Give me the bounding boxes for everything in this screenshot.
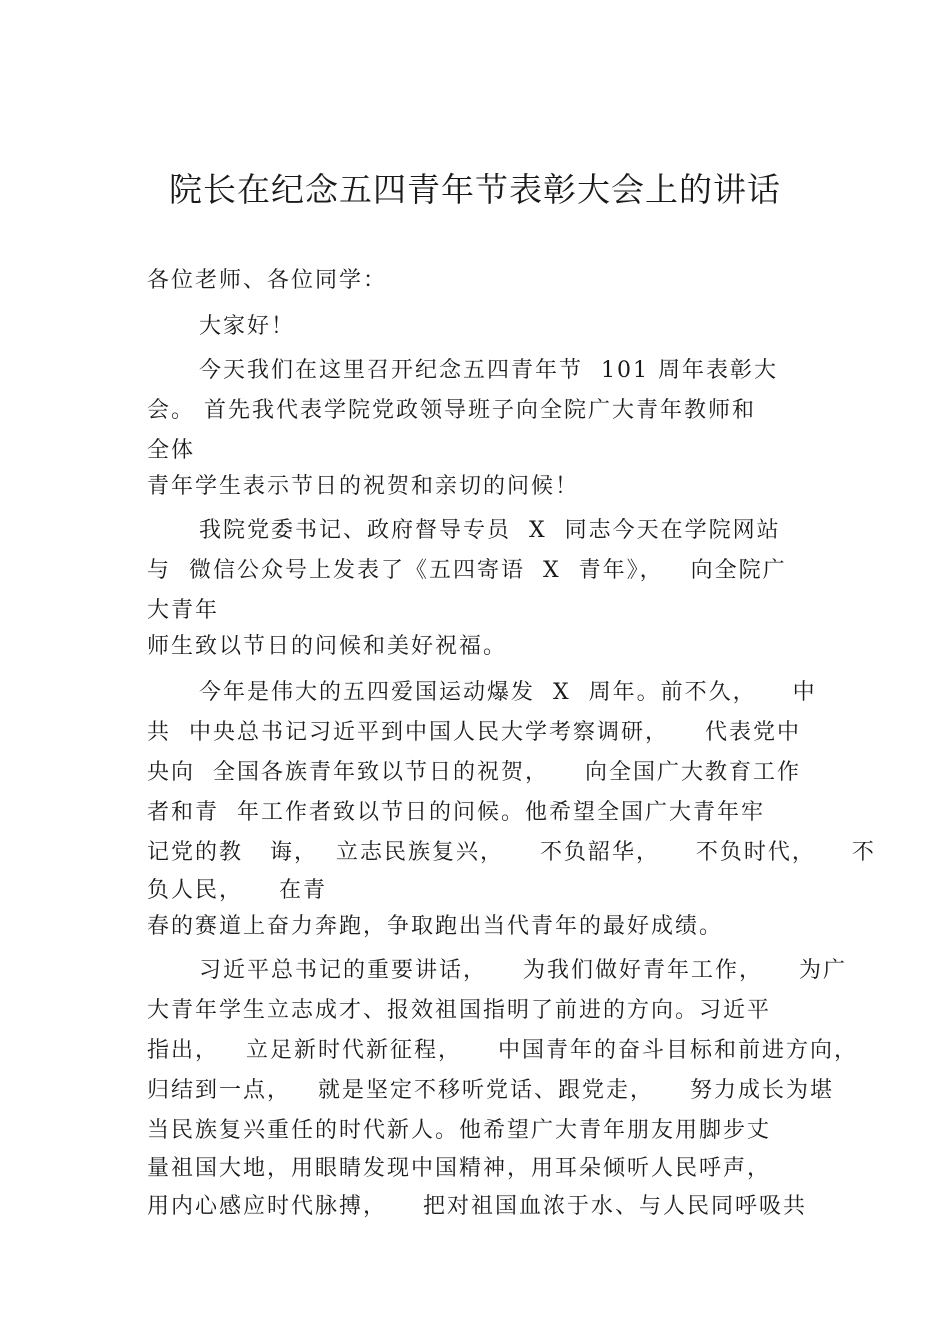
text-line: 全体 — [147, 438, 196, 463]
text-line: 习近平总书记的重要讲话， 为我们做好青年工作， 为广 — [199, 958, 847, 983]
text-line: 师生致以节日的问候和美好祝福。 — [147, 634, 508, 659]
text-line: 记党的教 诲， 立志民族复兴， 不负韶华， 不负时代， 不 — [147, 840, 876, 865]
text-line: 共 中央总书记习近平到中国人民大学考察调研， 代表党中 — [147, 720, 801, 745]
text-line: 与 微信公众号上发表了《五四寄语 X 青年》， 向全院广 — [147, 558, 787, 583]
text-line: 今年是伟大的五四爱国运动爆发 X 周年。前不久， 中 — [199, 680, 817, 705]
text-line: 青年学生表示节日的祝贺和亲切的问候！ — [147, 474, 580, 499]
text-line: 用内心感应时代脉搏， 把对祖国血浓于水、与人民同呼吸共 — [147, 1194, 807, 1219]
text-line: 负人民， 在青 — [147, 878, 327, 903]
text-line: 者和青 年工作者致以节日的问候。他希望全国广大青年牢 — [147, 800, 765, 825]
greeting: 大家好！ — [199, 314, 296, 339]
text-line: 我院党委书记、政府督导专员 X 同志今天在学院网站 — [199, 518, 781, 543]
text-line: 今天我们在这里召开纪念五四青年节 101 周年表彰大 — [199, 358, 778, 383]
page-title: 院长在纪念五四青年节表彰大会上的讲话 — [169, 170, 781, 209]
text-line: 春的赛道上奋力奔跑，争取跑出当代青年的最好成绩。 — [147, 914, 724, 939]
salutation: 各位老师、各位同学： — [147, 268, 388, 293]
text-line: 当民族复兴重任的时代新人。他希望广大青年朋友用脚步丈 — [147, 1118, 772, 1143]
text-line: 大青年学生立志成才、报效祖国指明了前进的方向。习近平 — [147, 998, 772, 1023]
text-line: 会。 首先我代表学院党政领导班子向全院广大青年教师和 — [147, 398, 756, 423]
text-line: 归结到一点， 就是坚定不移听党话、跟党走， 努力成长为堪 — [147, 1078, 834, 1103]
text-line: 央向 全国各族青年致以节日的祝贺， 向全国广大教育工作 — [147, 760, 801, 785]
text-line: 量祖国大地，用眼睛发现中国精神，用耳朵倾听人民呼声， — [147, 1156, 772, 1181]
text-line: 大青年 — [147, 598, 220, 623]
text-line: 指出， 立足新时代新征程， 中国青年的奋斗目标和前进方向， — [147, 1038, 858, 1063]
